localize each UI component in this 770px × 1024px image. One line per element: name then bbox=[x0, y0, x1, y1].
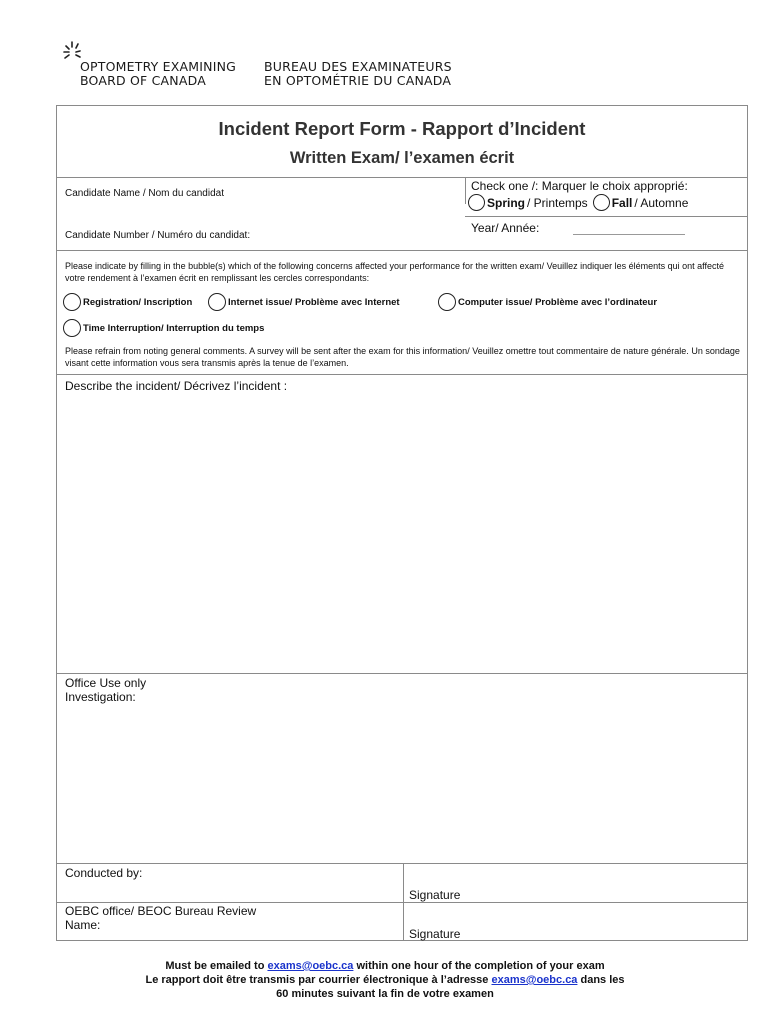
divider bbox=[403, 863, 404, 941]
divider bbox=[465, 216, 747, 217]
option-time[interactable] bbox=[63, 319, 264, 337]
footer-line1-post: within one hour of the completion of your exam bbox=[353, 960, 605, 972]
incident-report-form bbox=[56, 105, 748, 941]
review-label: OEBC office/ BEOC Bureau Review bbox=[65, 904, 257, 918]
footer-line1-pre: Must be emailed to bbox=[165, 960, 268, 972]
logo-fr-line1: BUREAU DES EXAMINATEURS bbox=[264, 59, 452, 74]
year-row bbox=[471, 221, 685, 235]
spring-label: Spring bbox=[487, 195, 525, 210]
spring-fr-label: / Printemps bbox=[527, 195, 588, 210]
logo-en-line1: OPTOMETRY EXAMINING bbox=[80, 59, 237, 74]
option-computer[interactable] bbox=[438, 293, 657, 311]
registration-label: Registration/ Inscription bbox=[83, 296, 193, 308]
computer-label: Computer issue/ Problème avec l’ordinateur bbox=[458, 296, 658, 308]
form-title: Incident Report Form - Rapport d’Incident bbox=[218, 118, 586, 139]
year-input-line[interactable] bbox=[573, 233, 685, 235]
divider bbox=[57, 902, 747, 903]
footer-line2-pre: Le rapport doit être transmis par courrier électronique à l’adresse bbox=[145, 974, 492, 986]
option-internet[interactable] bbox=[208, 293, 400, 311]
name-label: Name: bbox=[65, 918, 101, 932]
signature-label-1: Signature bbox=[409, 888, 461, 902]
signature-label-2: Signature bbox=[409, 927, 461, 941]
fall-radio[interactable] bbox=[593, 194, 610, 211]
investigation-label: Investigation: bbox=[65, 690, 136, 704]
concerns-instruction: Please indicate by filling in the bubble(s) which of the following concerns affected your performance for the written exam/ Veuillez indiquer les éléments qui ont affecté votre rendement à l’examen écrit en remplissant les cercles correspondants: bbox=[65, 261, 725, 283]
time-label: Time Interruption/ Interruption du temps bbox=[83, 322, 265, 334]
footer-line3: 60 minutes suivant la fin de votre examen bbox=[276, 988, 494, 1000]
footer-line2-post: dans les bbox=[577, 974, 625, 986]
footer-line2 bbox=[0, 973, 770, 987]
divider bbox=[57, 177, 747, 178]
office-use-label: Office Use only bbox=[65, 676, 147, 690]
internet-radio[interactable] bbox=[208, 293, 226, 311]
year-label: Year/ Année: bbox=[471, 221, 540, 235]
time-radio[interactable] bbox=[63, 319, 81, 337]
form-subtitle: Written Exam/ l’examen écrit bbox=[289, 149, 515, 167]
describe-incident-field[interactable] bbox=[57, 394, 747, 670]
season-options bbox=[468, 194, 688, 211]
logo-en-line2: BOARD OF CANADA bbox=[80, 73, 206, 88]
spring-radio[interactable] bbox=[468, 194, 485, 211]
option-registration[interactable] bbox=[63, 293, 192, 311]
footer-line1 bbox=[0, 959, 770, 973]
investigation-field[interactable] bbox=[57, 706, 747, 860]
candidate-number-label: Candidate Number / Numéro du candidat: bbox=[65, 230, 251, 241]
email-link-1[interactable]: exams@oebc.ca bbox=[267, 960, 354, 972]
divider bbox=[57, 374, 747, 375]
registration-radio[interactable] bbox=[63, 293, 81, 311]
fall-label: Fall bbox=[611, 195, 633, 210]
fall-fr-label: / Automne bbox=[634, 195, 689, 210]
check-one-label: Check one /: Marquer le choix approprié: bbox=[471, 179, 688, 193]
refrain-note: Please refrain from noting general comments. A survey will be sent after the exam for this information/ Veuillez omettre tout commentaire de nature générale. Un sondage visant cette information vous sera transmis après la tenue de l’examen. bbox=[65, 346, 740, 368]
divider bbox=[57, 250, 747, 251]
divider bbox=[57, 863, 747, 864]
internet-label: Internet issue/ Problème avec Internet bbox=[228, 296, 400, 308]
oebc-logo bbox=[62, 40, 482, 90]
divider bbox=[57, 673, 747, 674]
conducted-by-label: Conducted by: bbox=[65, 866, 143, 880]
describe-incident-label: Describe the incident/ Décrivez l’incident : bbox=[65, 379, 288, 393]
logo-fr-line2: EN OPTOMÉTRIE DU CANADA bbox=[264, 73, 452, 88]
email-link-2[interactable]: exams@oebc.ca bbox=[491, 974, 578, 986]
computer-radio[interactable] bbox=[438, 293, 456, 311]
candidate-name-label: Candidate Name / Nom du candidat bbox=[65, 188, 224, 199]
divider bbox=[465, 177, 466, 204]
